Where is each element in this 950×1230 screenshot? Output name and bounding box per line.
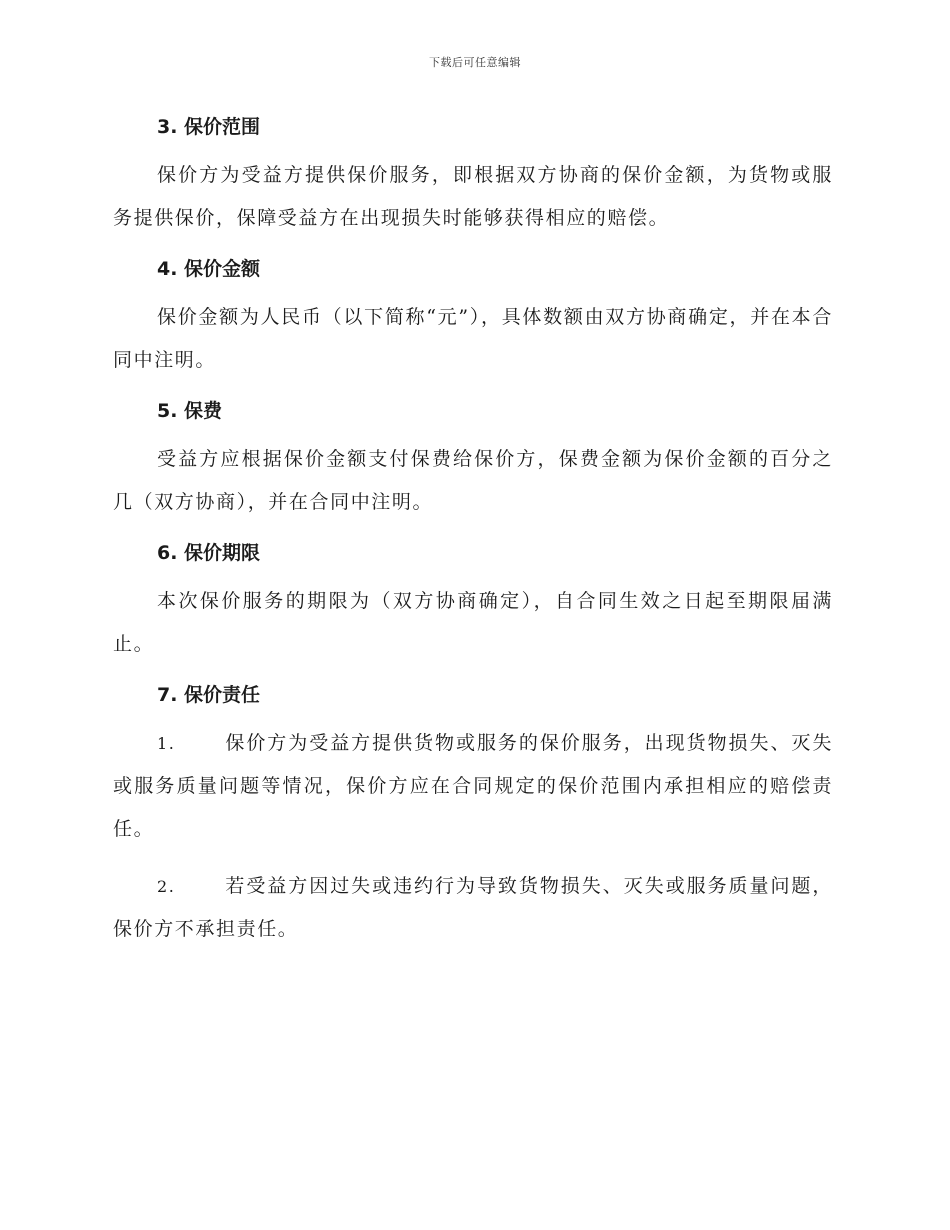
section-heading-term: 6. 保价期限 xyxy=(157,542,261,564)
section-heading-amount: 4. 保价金额 xyxy=(157,258,261,280)
list-item-number: 1. xyxy=(157,734,176,753)
list-item-text: 保价方为受益方提供货物或服务的保价服务，出现货物损失、灭失或服务质量问题等情况，保价方应在合同规定的保价范围内承担相应的赔偿责任。 xyxy=(113,732,833,840)
document-body xyxy=(113,112,833,965)
section-heading-scope: 3. 保价范围 xyxy=(157,116,261,138)
section-heading-liability: 7. 保价责任 xyxy=(157,684,261,706)
liability-list-item xyxy=(113,865,833,951)
section-body-amount: 保价金额为人民币（以下简称“元”），具体数额由双方协商确定，并在本合同中注明。 xyxy=(113,306,833,371)
section-heading-premium: 5. 保费 xyxy=(157,400,223,422)
section-body-scope: 保价方为受益方提供保价服务，即根据双方协商的保价金额，为货物或服务提供保价，保障受益方在出现损失时能够获得相应的赔偿。 xyxy=(113,164,833,229)
page-header-note: 下载后可任意编辑 xyxy=(429,56,521,69)
section-body-premium: 受益方应根据保价金额支付保费给保价方，保费金额为保价金额的百分之几（双方协商），并在合同中注明。 xyxy=(113,448,833,513)
list-item-number: 2. xyxy=(157,877,176,896)
liability-list-item xyxy=(113,722,833,851)
section-body-term: 本次保价服务的期限为（双方协商确定），自合同生效之日起至期限届满止。 xyxy=(113,590,833,655)
list-item-text: 若受益方因过失或违约行为导致货物损失、灭失或服务质量问题，保价方不承担责任。 xyxy=(113,875,833,940)
